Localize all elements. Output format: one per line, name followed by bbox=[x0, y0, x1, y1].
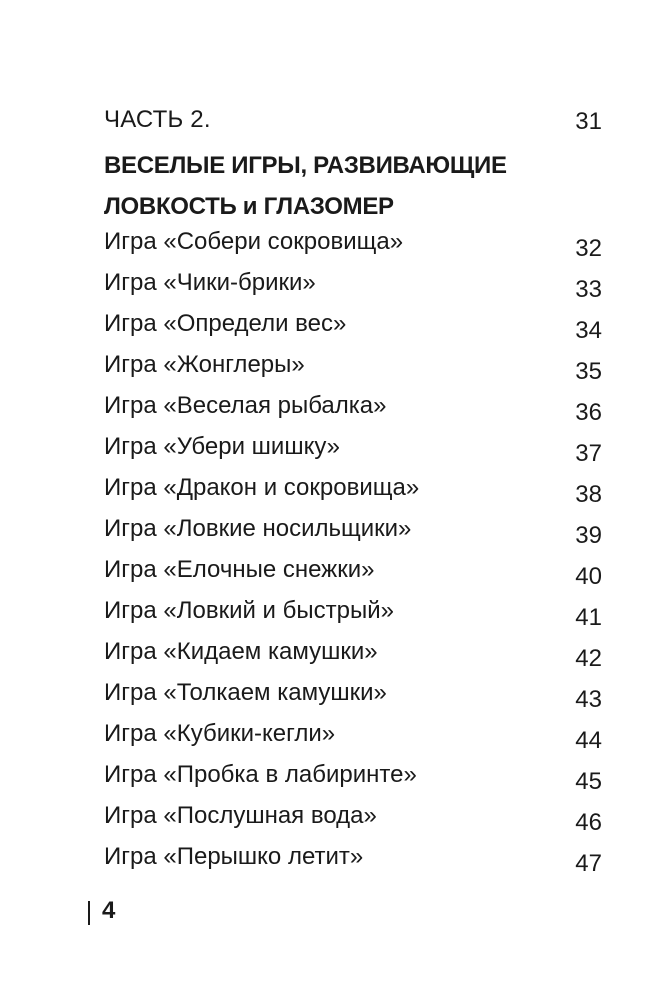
toc-item bbox=[104, 720, 602, 761]
toc-item-title: Игра «Послушная вода» bbox=[104, 802, 377, 829]
toc-item-title: Игра «Определи вес» bbox=[104, 310, 347, 337]
toc-item-title: Игра «Елочные снежки» bbox=[104, 556, 375, 583]
toc-item-title: Игра «Кубики-кегли» bbox=[104, 720, 336, 747]
toc-item bbox=[104, 515, 602, 556]
part-label: ЧАСТЬ 2. bbox=[104, 106, 211, 133]
toc-item-title: Игра «Пробка в лабиринте» bbox=[104, 761, 417, 788]
toc-item bbox=[104, 679, 602, 720]
toc-item-title: Игра «Перышко летит» bbox=[104, 843, 364, 870]
toc-item bbox=[104, 228, 602, 269]
toc-item bbox=[104, 556, 602, 597]
toc-item-page: 37 bbox=[575, 440, 602, 467]
toc-item-title: Игра «Чики-брики» bbox=[104, 269, 316, 296]
toc-item-page: 39 bbox=[575, 522, 602, 549]
toc-item-title: Игра «Кидаем камушки» bbox=[104, 638, 378, 665]
section-title: ВЕСЕЛЫЕ ИГРЫ, РАЗВИВАЮЩИЕ ЛОВКОСТЬ и ГЛАЗОМЕР bbox=[104, 152, 507, 220]
toc-item-page: 35 bbox=[575, 358, 602, 385]
toc-item bbox=[104, 597, 602, 638]
toc-item-page: 33 bbox=[575, 276, 602, 303]
toc-item-page: 46 bbox=[575, 809, 602, 836]
folio-divider bbox=[88, 901, 90, 925]
toc-item-title: Игра «Дракон и сокровища» bbox=[104, 474, 420, 501]
toc-item bbox=[104, 351, 602, 392]
toc-item-page: 41 bbox=[575, 604, 602, 631]
toc-item-title: Игра «Собери сокровища» bbox=[104, 228, 404, 255]
toc-item bbox=[104, 638, 602, 679]
table-of-contents bbox=[104, 228, 602, 884]
toc-item-page: 47 bbox=[575, 850, 602, 877]
page-number: 4 bbox=[102, 897, 116, 924]
toc-item bbox=[104, 802, 602, 843]
toc-item bbox=[104, 392, 602, 433]
toc-item-page: 42 bbox=[575, 645, 602, 672]
toc-item-page: 32 bbox=[575, 235, 602, 262]
toc-item-title: Игра «Жонглеры» bbox=[104, 351, 305, 378]
toc-item bbox=[104, 433, 602, 474]
toc-item-title: Игра «Убери шишку» bbox=[104, 433, 340, 460]
toc-item bbox=[104, 310, 602, 351]
toc-item bbox=[104, 474, 602, 515]
toc-item-page: 38 bbox=[575, 481, 602, 508]
toc-item bbox=[104, 843, 602, 884]
toc-item bbox=[104, 761, 602, 802]
toc-item-title: Игра «Веселая рыбалка» bbox=[104, 392, 387, 419]
toc-item-title: Игра «Ловкий и быстрый» bbox=[104, 597, 394, 624]
toc-item-title: Игра «Толкаем камушки» bbox=[104, 679, 387, 706]
part-page-number: 31 bbox=[575, 108, 602, 135]
toc-item bbox=[104, 269, 602, 310]
toc-item-page: 45 bbox=[575, 768, 602, 795]
toc-item-title: Игра «Ловкие носильщики» bbox=[104, 515, 412, 542]
toc-item-page: 40 bbox=[575, 563, 602, 590]
toc-item-page: 43 bbox=[575, 686, 602, 713]
toc-item-page: 44 bbox=[575, 727, 602, 754]
part-heading-row bbox=[104, 106, 602, 142]
toc-item-page: 34 bbox=[575, 317, 602, 344]
toc-item-page: 36 bbox=[575, 399, 602, 426]
